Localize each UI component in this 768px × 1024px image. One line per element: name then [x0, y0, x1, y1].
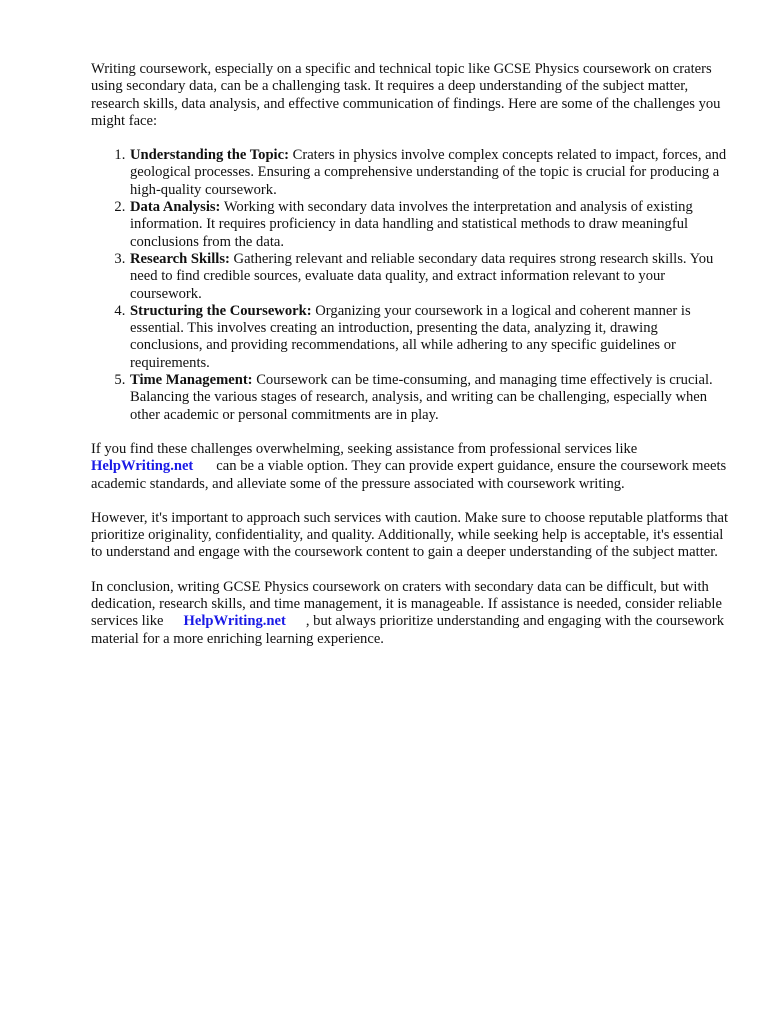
assistance-text-before: If you find these challenges overwhelming, seeking assistance from professional services like: [91, 440, 638, 457]
challenge-text: Working with secondary data involves the interpretation and analysis of existing information. It requires proficiency in data handling and statistical methods to draw meaningful conclusions from the data.: [130, 199, 693, 250]
helpwriting-link-2[interactable]: HelpWriting.net: [183, 613, 286, 630]
intro-paragraph: Writing coursework, especially on a specific and technical topic like GCSE Physics coursework on craters using secondary data, can be a challenging task. It requires a deep understanding of the subject matter, research skills, data analysis, and effective communication of findings. Here are some of the challenges you might face:: [91, 61, 721, 129]
list-item: [129, 372, 731, 424]
challenge-term: Research Skills:: [130, 250, 230, 267]
helpwriting-link[interactable]: HelpWriting.net: [91, 458, 194, 475]
challenge-text: Craters in physics involve complex concepts related to impact, forces, and geological processes. Ensuring a comprehensive understanding of the topic is crucial for producing a high-quality coursework.: [130, 147, 727, 198]
challenges-list: [91, 147, 731, 424]
challenge-term: Structuring the Coursework:: [130, 302, 312, 319]
conclusion-text-before: In conclusion, writing GCSE Physics coursework on craters with secondary data can be difficult, but with dedication, research skills, and time management, it is manageable. If assistance is needed, consider reliable services like: [91, 578, 722, 630]
document-page: [91, 61, 731, 665]
conclusion-text-after: , but always prioritize understanding and engaging with the coursework material for a more enriching learning experience.: [91, 613, 725, 647]
challenge-text: Gathering relevant and reliable secondary data requires strong research skills. You need to find credible sources, evaluate data quality, and extract information relevant to your coursework.: [130, 250, 714, 302]
challenge-term: Data Analysis:: [130, 199, 221, 216]
conclusion-paragraph: [91, 579, 731, 648]
challenge-term: Time Management:: [130, 372, 253, 389]
assistance-text-after: can be a viable option. They can provide expert guidance, ensure the coursework meets academic standards, and alleviate some of the pressure associated with coursework writing.: [91, 458, 727, 492]
list-item: [129, 147, 731, 199]
list-item: [129, 303, 731, 372]
list-item: [129, 251, 731, 303]
challenge-text: Coursework can be time-consuming, and managing time effectively is crucial. Balancing the various stages of research, analysis, and writing can be challenging, especially when other academic or personal commitments are in play.: [130, 372, 713, 423]
challenge-term: Understanding the Topic:: [130, 147, 289, 164]
challenge-text: Organizing your coursework in a logical and coherent manner is essential. This involves creating an introduction, presenting the data, analyzing it, drawing conclusions, and providing recommendations, all while adhering to any specific guidelines or requirements.: [130, 302, 691, 371]
list-item: [129, 199, 731, 251]
caution-paragraph: However, it's important to approach such services with caution. Make sure to choose reputable platforms that prioritize originality, confidentiality, and quality. Additionally, while seeking help is acceptable, it's essential to understand and engage with the coursework content to gain a deeper understanding of the subject matter.: [91, 509, 729, 561]
assistance-paragraph: [91, 441, 731, 493]
